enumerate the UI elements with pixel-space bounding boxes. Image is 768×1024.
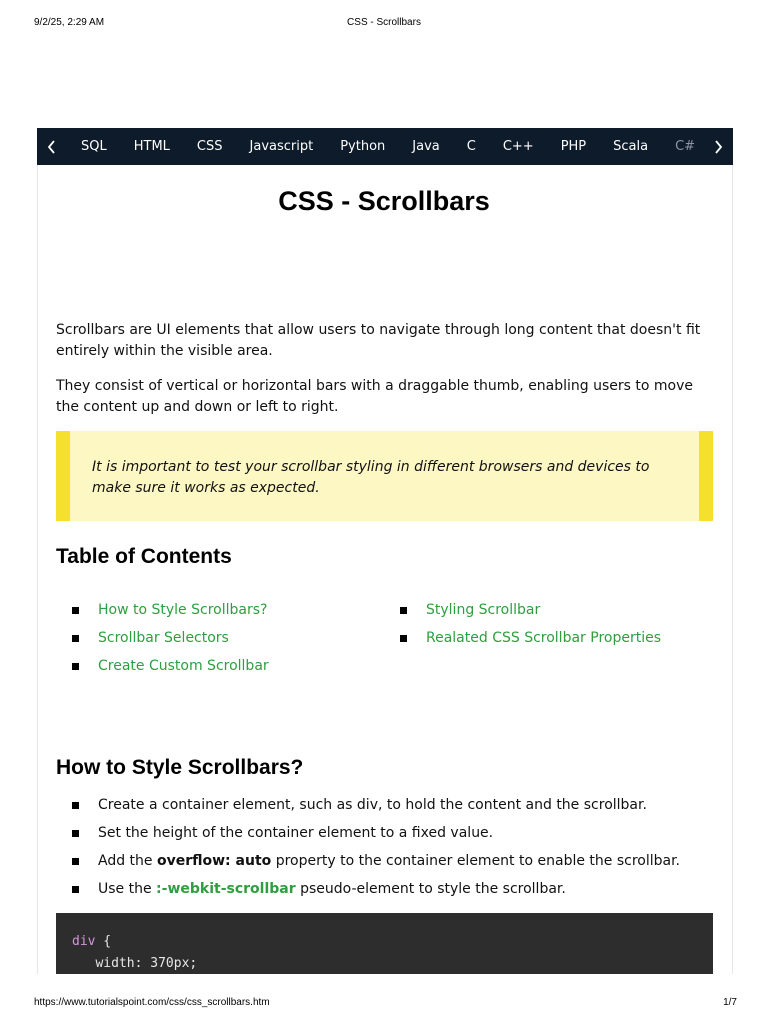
nav-next-button[interactable] bbox=[703, 128, 733, 165]
toc-link[interactable]: Create Custom Scrollbar bbox=[98, 658, 269, 674]
step-text-before: Add the bbox=[98, 853, 157, 869]
nav-item-scala[interactable]: Scala bbox=[613, 139, 649, 154]
nav-item-php[interactable]: PHP bbox=[560, 139, 587, 154]
code-block bbox=[56, 913, 713, 974]
chevron-right-icon bbox=[713, 140, 723, 154]
toc-link[interactable]: Styling Scrollbar bbox=[426, 602, 541, 618]
nav-item-sql[interactable]: SQL bbox=[81, 139, 107, 154]
toc-item[interactable] bbox=[400, 602, 540, 618]
code-selector: div bbox=[72, 934, 96, 949]
print-title: CSS - Scrollbars bbox=[347, 17, 421, 28]
nav-item-python[interactable]: Python bbox=[340, 139, 386, 154]
toc-item[interactable] bbox=[72, 630, 229, 646]
toc-item[interactable] bbox=[400, 630, 661, 646]
step-text-before: Use the bbox=[98, 881, 157, 897]
print-header bbox=[0, 0, 768, 40]
intro-paragraph-1: Scrollbars are UI elements that allow users to navigate through long content that doesn't fit entirely within the visible area. bbox=[56, 322, 701, 359]
list-item bbox=[72, 797, 647, 813]
bullet-icon bbox=[72, 886, 79, 893]
print-url: https://www.tutorialspoint.com/css/css_scrollbars.htm bbox=[34, 997, 270, 1008]
bullet-icon bbox=[72, 607, 79, 614]
step-text-after: property to the container element to enable the scrollbar. bbox=[271, 853, 680, 869]
toc-link[interactable]: Scrollbar Selectors bbox=[98, 630, 229, 646]
note-text: It is important to test your scrollbar styling in different browsers and devices to make sure it works as expected. bbox=[92, 459, 650, 496]
code-text bbox=[72, 931, 197, 974]
nav-item-html[interactable]: HTML bbox=[133, 139, 170, 154]
nav-item-c[interactable]: C bbox=[466, 139, 476, 154]
toc-heading: Table of Contents bbox=[56, 545, 232, 568]
pseudo-element-link[interactable]: :-webkit-scrollbar bbox=[156, 881, 296, 897]
bullet-icon bbox=[72, 858, 79, 865]
nav-item-css[interactable]: CSS bbox=[196, 139, 223, 154]
page-title: CSS - Scrollbars bbox=[278, 186, 490, 216]
code-brace: { bbox=[95, 934, 112, 949]
list-item bbox=[72, 825, 493, 841]
intro-paragraph-2: They consist of vertical or horizontal bars with a draggable thumb, enabling users to move the content up and down or left to right. bbox=[56, 378, 694, 415]
toc-item[interactable] bbox=[72, 658, 269, 674]
section-heading: How to Style Scrollbars? bbox=[56, 756, 304, 779]
nav-item-cpp[interactable]: C++ bbox=[502, 139, 534, 154]
nav-prev-button[interactable] bbox=[37, 128, 67, 165]
bullet-icon bbox=[72, 802, 79, 809]
code-line: width: 370px; bbox=[72, 956, 198, 971]
step-text: Create a container element, such as div, to hold the content and the scrollbar. bbox=[98, 797, 647, 813]
step-text-after: pseudo-element to style the scrollbar. bbox=[295, 881, 566, 897]
step-text bbox=[98, 881, 566, 897]
bullet-icon bbox=[400, 635, 407, 642]
toc-item[interactable] bbox=[72, 602, 267, 618]
print-page-number: 1/7 bbox=[723, 997, 737, 1008]
code-keyword: overflow: auto bbox=[156, 853, 272, 869]
step-text bbox=[98, 853, 680, 869]
tutorial-nav-bar bbox=[37, 128, 733, 165]
chevron-left-icon bbox=[47, 140, 57, 154]
step-text: Set the height of the container element to a fixed value. bbox=[98, 825, 494, 841]
list-item bbox=[72, 881, 566, 897]
print-footer bbox=[0, 995, 768, 1015]
nav-item-javascript[interactable]: Javascript bbox=[249, 139, 314, 154]
nav-items bbox=[67, 128, 703, 165]
bullet-icon bbox=[72, 830, 79, 837]
nav-item-java[interactable]: Java bbox=[412, 139, 440, 154]
note-callout bbox=[56, 431, 713, 521]
bullet-icon bbox=[72, 663, 79, 670]
toc-link[interactable]: How to Style Scrollbars? bbox=[98, 602, 268, 618]
list-item bbox=[72, 853, 680, 869]
toc-link[interactable]: Realated CSS Scrollbar Properties bbox=[426, 630, 661, 646]
bullet-icon bbox=[72, 635, 79, 642]
nav-item-csharp[interactable]: C# bbox=[675, 139, 696, 154]
print-date: 9/2/25, 2:29 AM bbox=[34, 17, 105, 28]
bullet-icon bbox=[400, 607, 407, 614]
